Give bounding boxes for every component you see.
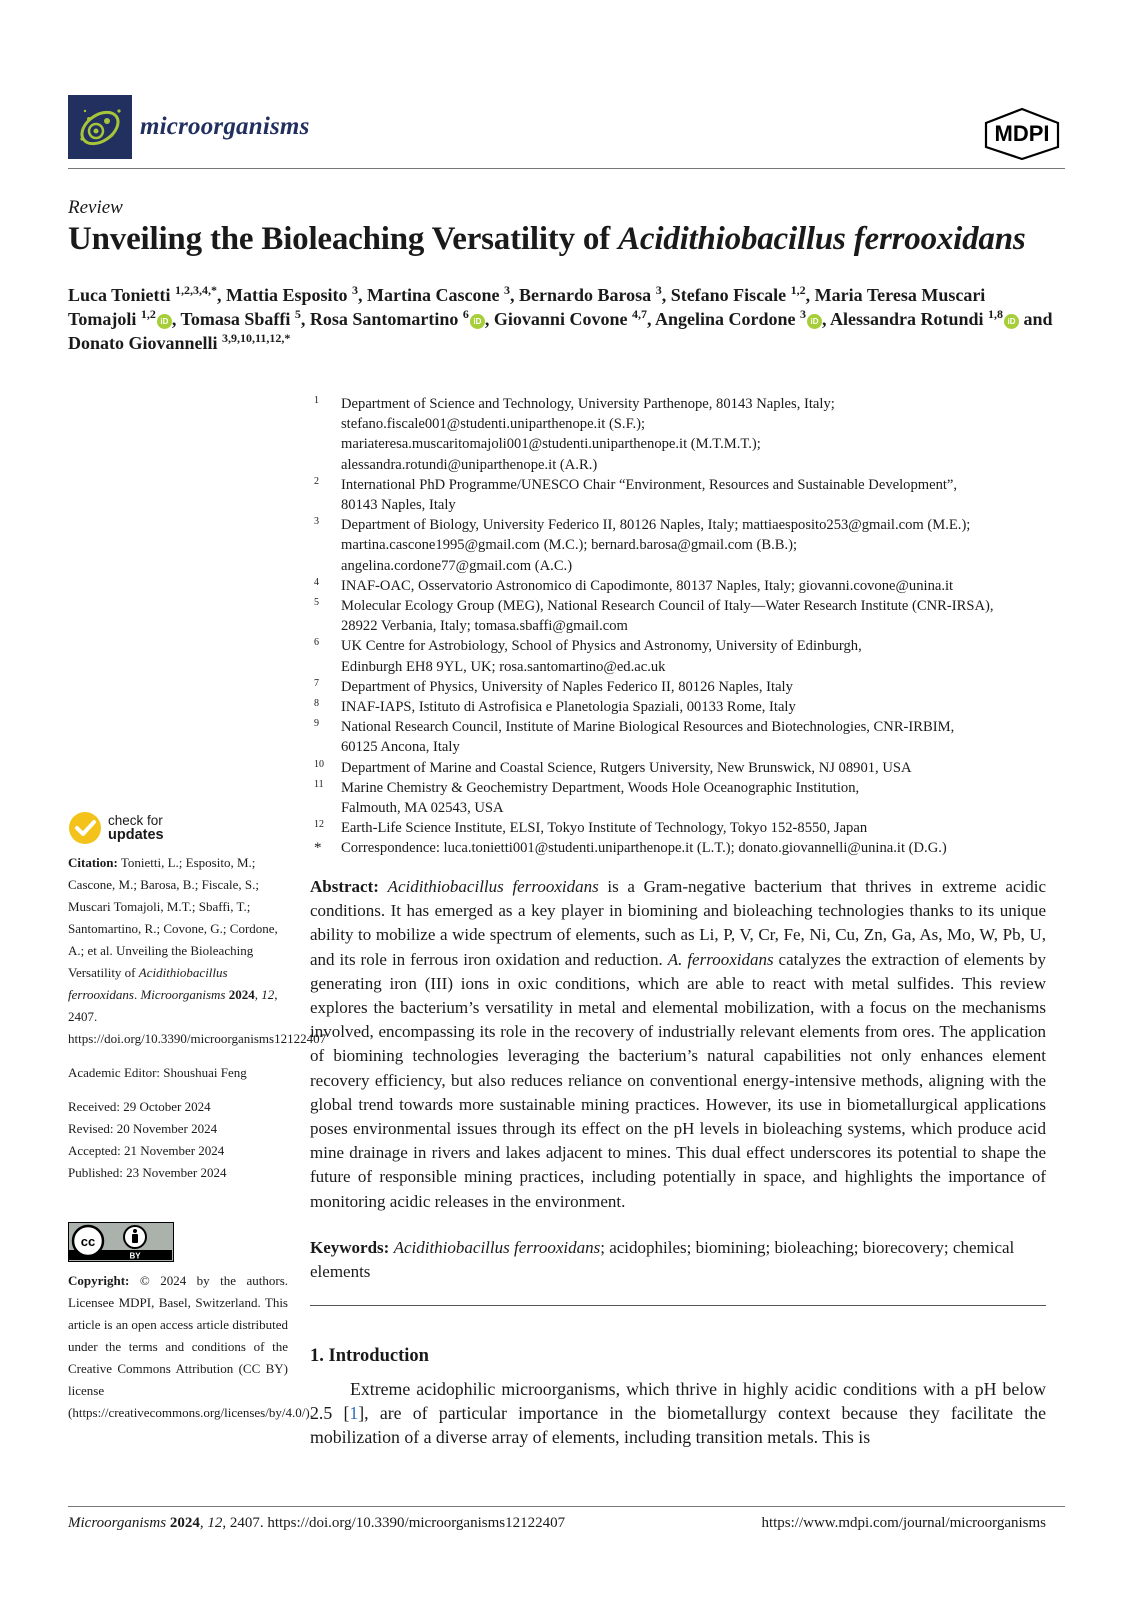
affiliation-line: INAF-OAC, Osservatorio Astronomico di Capodimonte, 80137 Naples, Italy; giovanni.covone@unina.it xyxy=(341,577,954,594)
date-accepted: Accepted: 21 November 2024 xyxy=(68,1143,225,1158)
author-separator: , xyxy=(171,309,181,329)
date-published: Published: 23 November 2024 xyxy=(68,1165,227,1180)
author-separator: , xyxy=(646,309,655,329)
affiliation-number: 10 xyxy=(314,758,324,770)
affiliation-line: National Research Council, Institute of Marine Biological Resources and Biotechnologies, CNR-IRBIM, xyxy=(341,719,955,736)
affiliation-number: 8 xyxy=(314,698,319,710)
affiliation-text xyxy=(341,818,1074,838)
affiliation-text xyxy=(341,636,1074,676)
footer-citation xyxy=(68,1515,565,1532)
author xyxy=(68,333,290,353)
author-separator: , xyxy=(661,285,671,305)
affiliation-line: angelina.cordone77@gmail.com (A.C.) xyxy=(341,557,573,574)
author-separator: , xyxy=(358,285,368,305)
author-separator: and xyxy=(1019,309,1053,329)
abstract-label: Abstract: xyxy=(310,877,379,896)
affiliation-line: martina.cascone1995@gmail.com (M.C.); bernard.barosa@gmail.com (B.B.); xyxy=(341,537,798,554)
citation-link[interactable]: 1 xyxy=(349,1403,359,1423)
sidebar xyxy=(68,852,327,1196)
affiliation-number: 5 xyxy=(314,597,319,609)
affiliation xyxy=(314,758,1074,778)
affiliation xyxy=(314,636,1074,676)
check-for-updates-badge[interactable] xyxy=(68,810,238,846)
check-updates-line2: updates xyxy=(108,827,164,843)
affiliations xyxy=(314,394,1074,859)
author-name: Angelina Cordone xyxy=(654,309,796,329)
orcid-icon[interactable]: iD xyxy=(1004,314,1019,329)
author-separator: , xyxy=(821,309,830,329)
affiliation-text xyxy=(341,778,1074,818)
affiliation xyxy=(314,475,1074,515)
title-prefix: Unveiling the Bioleaching Versatility of xyxy=(68,221,619,257)
mdpi-logo-text: MDPI xyxy=(994,121,1050,146)
citation-text-3: , 2407. https://doi.org/10.3390/microorganisms12122407 xyxy=(68,987,327,1046)
citation xyxy=(68,852,327,1050)
affiliation-line: 28922 Verbania, Italy; tomasa.sbaffi@gmail.com xyxy=(341,618,628,635)
footer-divider xyxy=(68,1506,1065,1507)
author xyxy=(68,285,226,305)
author-affiliation-sup: 6 xyxy=(462,307,469,321)
header-divider xyxy=(68,168,1065,169)
date-revised: Revised: 20 November 2024 xyxy=(68,1121,218,1136)
author xyxy=(310,309,494,329)
author-affiliation-sup: 1,2 xyxy=(790,283,806,297)
journal-name: microorganisms xyxy=(140,113,310,140)
checkmark-icon xyxy=(68,811,102,845)
footer-doi[interactable]: , 2407. https://doi.org/10.3390/microorganisms12122407 xyxy=(222,1515,566,1531)
author xyxy=(671,285,815,305)
author-affiliation-sup: 1,8 xyxy=(988,307,1004,321)
affiliation-text xyxy=(341,717,1074,757)
affiliation-text xyxy=(341,475,1074,515)
journal-logo xyxy=(68,95,132,159)
affiliation xyxy=(314,515,1074,576)
author-name: Bernardo Barosa xyxy=(519,285,652,305)
author xyxy=(830,309,1053,329)
author-name: Mattia Esposito xyxy=(226,285,348,305)
author-separator: , xyxy=(805,285,815,305)
affiliation-text xyxy=(341,515,1074,576)
check-updates-line1: check for xyxy=(108,813,163,828)
affiliation xyxy=(314,394,1074,475)
author-separator: , xyxy=(484,309,494,329)
abstract-text-2: catalyzes the extraction of elements by generating iron (III) ions in oxic conditions, which are able to react with metal sulfides. This review explores the bacterium’s versatility in metal and elemental mobilization, with a focus on the mechanisms involved, encompassing its role in the recovery of industrially relevant elements from ores. The application of biomining technologies leveraging the bacterium’s natural capabilities not only enhances element recovery efficiency, but also reduces reliance on conventional energy-intensive methods, aligning with the global trend towards more sustainable mining practices. However, its use in biometallurgical applications poses environmental issues through its effect on the pH levels in bioleaching systems, which produce acid mine drainage in rivers and lakes adjacent to mines. This dual effect underscores its potential to shape the future of responsible mining practices, including potentially in space, and highlights the importance of monitoring acidic releases in the environment. xyxy=(310,949,1046,1211)
citation-label: Citation: xyxy=(68,855,118,870)
copyright-label: Copyright: xyxy=(68,1273,130,1288)
author-separator: , xyxy=(510,285,520,305)
abstract-text-1: is a Gram-negative bacterium that thrives in extreme acidic conditions. It has emerged as a key player in biomining and bioleaching technologies thanks to its unique ability to mobilize a wide spectrum of elements, such as Li, P, V, Cr, Fe, Ni, Cu, Zn, Ga, As, Mo, W, Pb, U, and its role in ferrous iron oxidation and reduction. xyxy=(310,877,1046,969)
orcid-icon[interactable]: iD xyxy=(470,314,485,329)
orcid-icon[interactable]: iD xyxy=(157,314,172,329)
author-affiliation-sup: 3,9,10,11,12,* xyxy=(222,331,291,345)
affiliation-line: International PhD Programme/UNESCO Chair “Environment, Resources and Sustainable Development”, xyxy=(341,476,958,493)
citation-text-2: . xyxy=(133,987,141,1002)
affiliation xyxy=(314,717,1074,757)
author-list xyxy=(68,283,1068,355)
author-name: Alessandra Rotundi xyxy=(830,309,984,329)
section-heading-introduction: 1. Introduction xyxy=(310,1346,429,1366)
author-affiliation-sup: 3 xyxy=(504,283,511,297)
keywords-label: Keywords: xyxy=(310,1238,390,1257)
affiliation-line: Marine Chemistry & Geochemistry Department, Woods Hole Oceanographic Institution, xyxy=(341,779,860,796)
affiliation-text xyxy=(341,758,1074,778)
affiliation xyxy=(314,697,1074,717)
academic-editor: Academic Editor: Shoushuai Feng xyxy=(68,1065,247,1080)
affiliation-line: Department of Science and Technology, University Parthenope, 80143 Naples, Italy; xyxy=(341,396,835,412)
footer-journal-url[interactable]: https://www.mdpi.com/journal/microorganisms xyxy=(761,1515,1046,1531)
citation-journal: Microorganisms xyxy=(140,987,226,1002)
keywords-rest: ; acidophiles; biomining; bioleaching; biorecovery; chemical elements xyxy=(310,1238,1015,1282)
affiliation-number: * xyxy=(314,840,322,857)
keywords xyxy=(310,1236,1046,1284)
citation-species: Acidithiobacillus ferrooxidans xyxy=(68,965,228,1002)
affiliation-number: 4 xyxy=(314,576,319,588)
date-received: Received: 29 October 2024 xyxy=(68,1099,211,1114)
affiliation-text xyxy=(341,697,1074,717)
article-title xyxy=(68,221,1026,258)
affiliation-line: UK Centre for Astrobiology, School of Physics and Astronomy, University of Edinburgh, xyxy=(341,638,862,655)
author xyxy=(494,309,655,329)
author xyxy=(655,309,830,329)
citation-text-1: Tonietti, L.; Esposito, M.; Cascone, M.; Barosa, B.; Fiscale, S.; Muscari Tomajoli, M.T.; Sbaffi, T.; Santomartino, R.; Covone, G.; Cordone, A.; et al. Unveiling the Bioleaching Versatility of xyxy=(68,855,278,980)
author-affiliation-sup: 3 xyxy=(352,283,359,297)
author-separator: , xyxy=(217,285,227,305)
affiliation xyxy=(314,838,1074,858)
affiliation-line: Department of Biology, University Federico II, 80126 Naples, Italy; mattiaesposito253@gmail.com (M.E.); xyxy=(341,517,971,534)
affiliation-line: alessandra.rotundi@uniparthenope.it (A.R.) xyxy=(341,456,598,473)
affiliation-line: Edinburgh EH8 9YL, UK; rosa.santomartino@ed.ac.uk xyxy=(341,658,666,675)
author xyxy=(181,309,310,329)
footer-year: 2024 xyxy=(166,1515,200,1531)
affiliation-line: Molecular Ecology Group (MEG), National Research Council of Italy—Water Research Institute (CNR-IRSA), xyxy=(341,598,994,615)
affiliation-line: Department of Marine and Coastal Science, Rutgers University, New Brunswick, NJ 08901, USA xyxy=(341,759,912,776)
affiliation-text xyxy=(341,596,1074,636)
author-name: Martina Cascone xyxy=(367,285,500,305)
citation-year: 2024 xyxy=(225,987,255,1002)
author-affiliation-sup: 5 xyxy=(294,307,301,321)
copyright-notice xyxy=(68,1270,313,1424)
affiliation-line: Falmouth, MA 02543, USA xyxy=(341,800,504,817)
section-divider xyxy=(310,1305,1046,1306)
author-name: Luca Tonietti xyxy=(68,285,171,305)
author-affiliation-sup: 1,2 xyxy=(140,307,156,321)
author-affiliation-sup: 3 xyxy=(655,283,662,297)
affiliation-text xyxy=(341,576,1074,596)
intro-text-1: Extreme acidophilic microorganisms, which thrive in highly acidic conditions with a pH below 2.5 [ xyxy=(310,1379,1046,1423)
mdpi-logo xyxy=(982,107,1062,161)
title-species: Acidithiobacillus ferrooxidans xyxy=(618,221,1026,257)
abstract xyxy=(310,875,1046,1214)
author-name: Stefano Fiscale xyxy=(670,285,787,305)
affiliation-number: 7 xyxy=(314,677,319,689)
introduction-paragraph xyxy=(310,1377,1046,1449)
footer-journal: Microorganisms xyxy=(68,1515,167,1531)
affiliation-number: 2 xyxy=(314,475,319,487)
check-updates-text xyxy=(108,814,164,842)
affiliation-number: 6 xyxy=(314,637,319,649)
microorganism-icon xyxy=(72,99,128,155)
by-label: BY xyxy=(129,1251,141,1260)
article-type: Review xyxy=(68,197,123,218)
author-name: Donato Giovannelli xyxy=(68,333,218,353)
author-affiliation-sup: 1,2,3,4,* xyxy=(175,283,218,297)
author-name: Rosa Santomartino xyxy=(309,309,459,329)
intro-text-2: ], are of particular importance in the biometallurgy context because they facilitate the mobilization of a diverse array of elements, including transition metals. This is xyxy=(310,1403,1047,1447)
affiliation-line: mariateresa.muscaritomajoli001@studenti.uniparthenope.it (M.T.M.T.); xyxy=(341,436,761,453)
affiliation-number: 12 xyxy=(314,819,324,831)
author-affiliation-sup: 3 xyxy=(799,307,806,321)
affiliation xyxy=(314,818,1074,838)
affiliation-text xyxy=(341,394,1074,475)
orcid-icon[interactable]: iD xyxy=(807,314,822,329)
affiliation xyxy=(314,576,1074,596)
affiliation-line: Department of Physics, University of Naples Federico II, 80126 Naples, Italy xyxy=(341,678,793,695)
cc-icon-text: cc xyxy=(80,1234,96,1249)
publication-dates xyxy=(68,1096,288,1184)
affiliation-line: Earth-Life Science Institute, ELSI, Tokyo Institute of Technology, Tokyo 152-8550, Japan xyxy=(341,820,868,837)
author-separator: , xyxy=(300,309,310,329)
affiliation-number: 9 xyxy=(314,718,319,730)
affiliation xyxy=(314,677,1074,697)
author-name: Tomasa Sbaffi xyxy=(180,309,291,329)
affiliation-line: stefano.fiscale001@studenti.uniparthenope.it (S.F.); xyxy=(341,416,646,433)
citation-volume: , 12 xyxy=(254,987,275,1002)
copyright-text: © 2024 by the authors. Licensee MDPI, Basel, Switzerland. This article is an open access article distributed under the terms and conditions of the Creative Commons Attribution (CC BY) license (https://creativecommons.org/licenses/by/4.0/). xyxy=(68,1273,313,1420)
affiliation-line: 60125 Ancona, Italy xyxy=(341,739,460,756)
affiliation xyxy=(314,596,1074,636)
affiliation-number: 11 xyxy=(314,778,324,790)
author-name: Maria Teresa Muscari Tomajoli xyxy=(68,285,986,329)
footer-volume: , 12 xyxy=(199,1515,223,1531)
affiliation-number: 3 xyxy=(314,516,319,528)
keywords-species: Acidithiobacillus ferrooxidans xyxy=(393,1238,601,1257)
author xyxy=(519,285,671,305)
affiliation-text xyxy=(341,677,1074,697)
author xyxy=(226,285,367,305)
affiliation-line: Correspondence: luca.tonietti001@studenti.uniparthenope.it (L.T.); donato.giovannelli@unina.it (D.G.) xyxy=(341,840,947,857)
affiliation-line: INAF-IAPS, Istituto di Astrofisica e Planetologia Spaziali, 00133 Rome, Italy xyxy=(341,699,796,716)
abstract-species-2: A. ferrooxidans xyxy=(667,949,774,969)
affiliation-number: 1 xyxy=(314,395,319,406)
cc-by-license-badge[interactable] xyxy=(68,1222,174,1262)
affiliation-text xyxy=(341,838,1074,858)
abstract-species-1: Acidithiobacillus ferrooxidans xyxy=(387,877,599,896)
affiliation-line: 80143 Naples, Italy xyxy=(341,497,456,514)
affiliation xyxy=(314,778,1074,818)
author xyxy=(367,285,519,305)
author-affiliation-sup: 4,7 xyxy=(631,307,647,321)
author-name: Giovanni Covone xyxy=(493,309,628,329)
